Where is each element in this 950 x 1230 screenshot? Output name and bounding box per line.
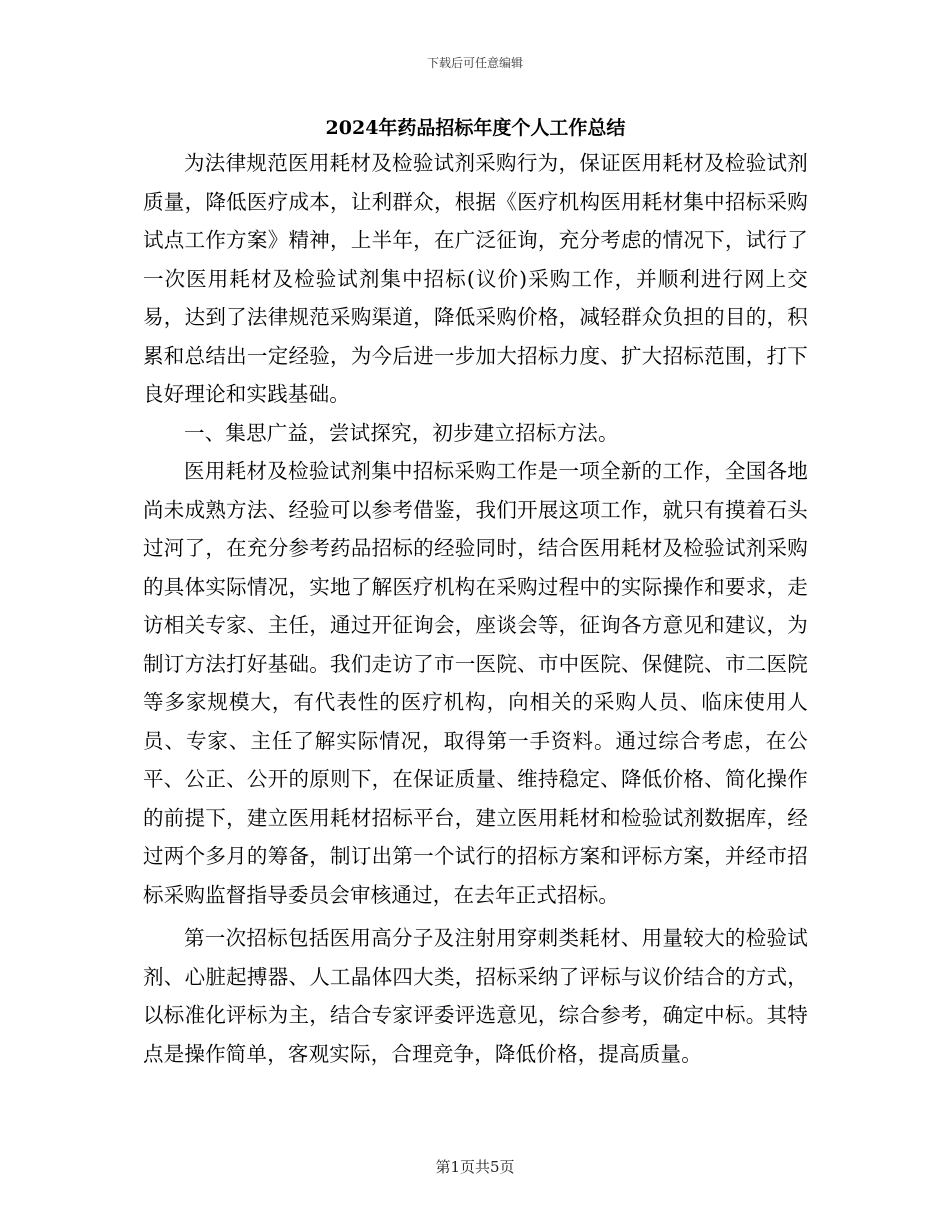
paragraph-first-tender: 第一次招标包括医用高分子及注射用穿刺类耗材、用量较大的检验试剂、心脏起搏器、人工晶体四大类，招标采纳了评标与议价结合的方式，以标准化评标为主，结合专家评委评选意见，综合参考，确定中标。其特点是操作简单，客观实际，合理竞争，降低价格，提高质量。 xyxy=(143,926,808,1066)
paragraph-intro: 为法律规范医用耗材及检验试剂采购行为，保证医用耗材及检验试剂质量，降低医疗成本，让利群众，根据《医疗机构医用耗材集中招标采购试点工作方案》精神，上半年，在广泛征询，充分考虑的情况下，试行了一次医用耗材及检验试剂集中招标(议价)采购工作，并顺利进行网上交易，达到了法律规范采购渠道，降低采购价格，减轻群众负担的目的，积累和总结出一定经验，为今后进一步加大招标力度、扩大招标范围，打下良好理论和实践基础。 xyxy=(143,151,808,406)
page-number: 第1页共5页 xyxy=(435,1158,515,1176)
document-title: 2024年药品招标年度个人工作总结 xyxy=(325,117,626,139)
document-body xyxy=(143,144,808,1073)
header-note: 下载后可任意编辑 xyxy=(426,56,523,70)
section-heading-1: 一、集思广益，尝试探究，初步建立招标方法。 xyxy=(184,420,619,445)
paragraph-section-1: 医用耗材及检验试剂集中招标采购工作是一项全新的工作，全国各地尚未成熟方法、经验可以参考借鉴，我们开展这项工作，就只有摸着石头过河了，在充分参考药品招标的经验同时，结合医用耗材及检验试剂采购的具体实际情况，实地了解医疗机构在采购过程中的实际操作和要求，走访相关专家、主任，通过开征询会，座谈会等，征询各方意见和建议，为制订方法打好基础。我们走访了市一医院、市中医院、保健院、市二医院等多家规模大，有代表性的医疗机构，向相关的采购人员、临床使用人员、专家、主任了解实际情况，取得第一手资料。通过综合考虑，在公平、公正、公开的原则下，在保证质量、维持稳定、降低价格、简化操作的前提下，建立医用耗材招标平台，建立医用耗材和检验试剂数据库，经过两个多月的筹备，制订出第一个试行的招标方案和评标方案，并经市招标采购监督指导委员会审核通过，在去年正式招标。 xyxy=(143,459,808,907)
